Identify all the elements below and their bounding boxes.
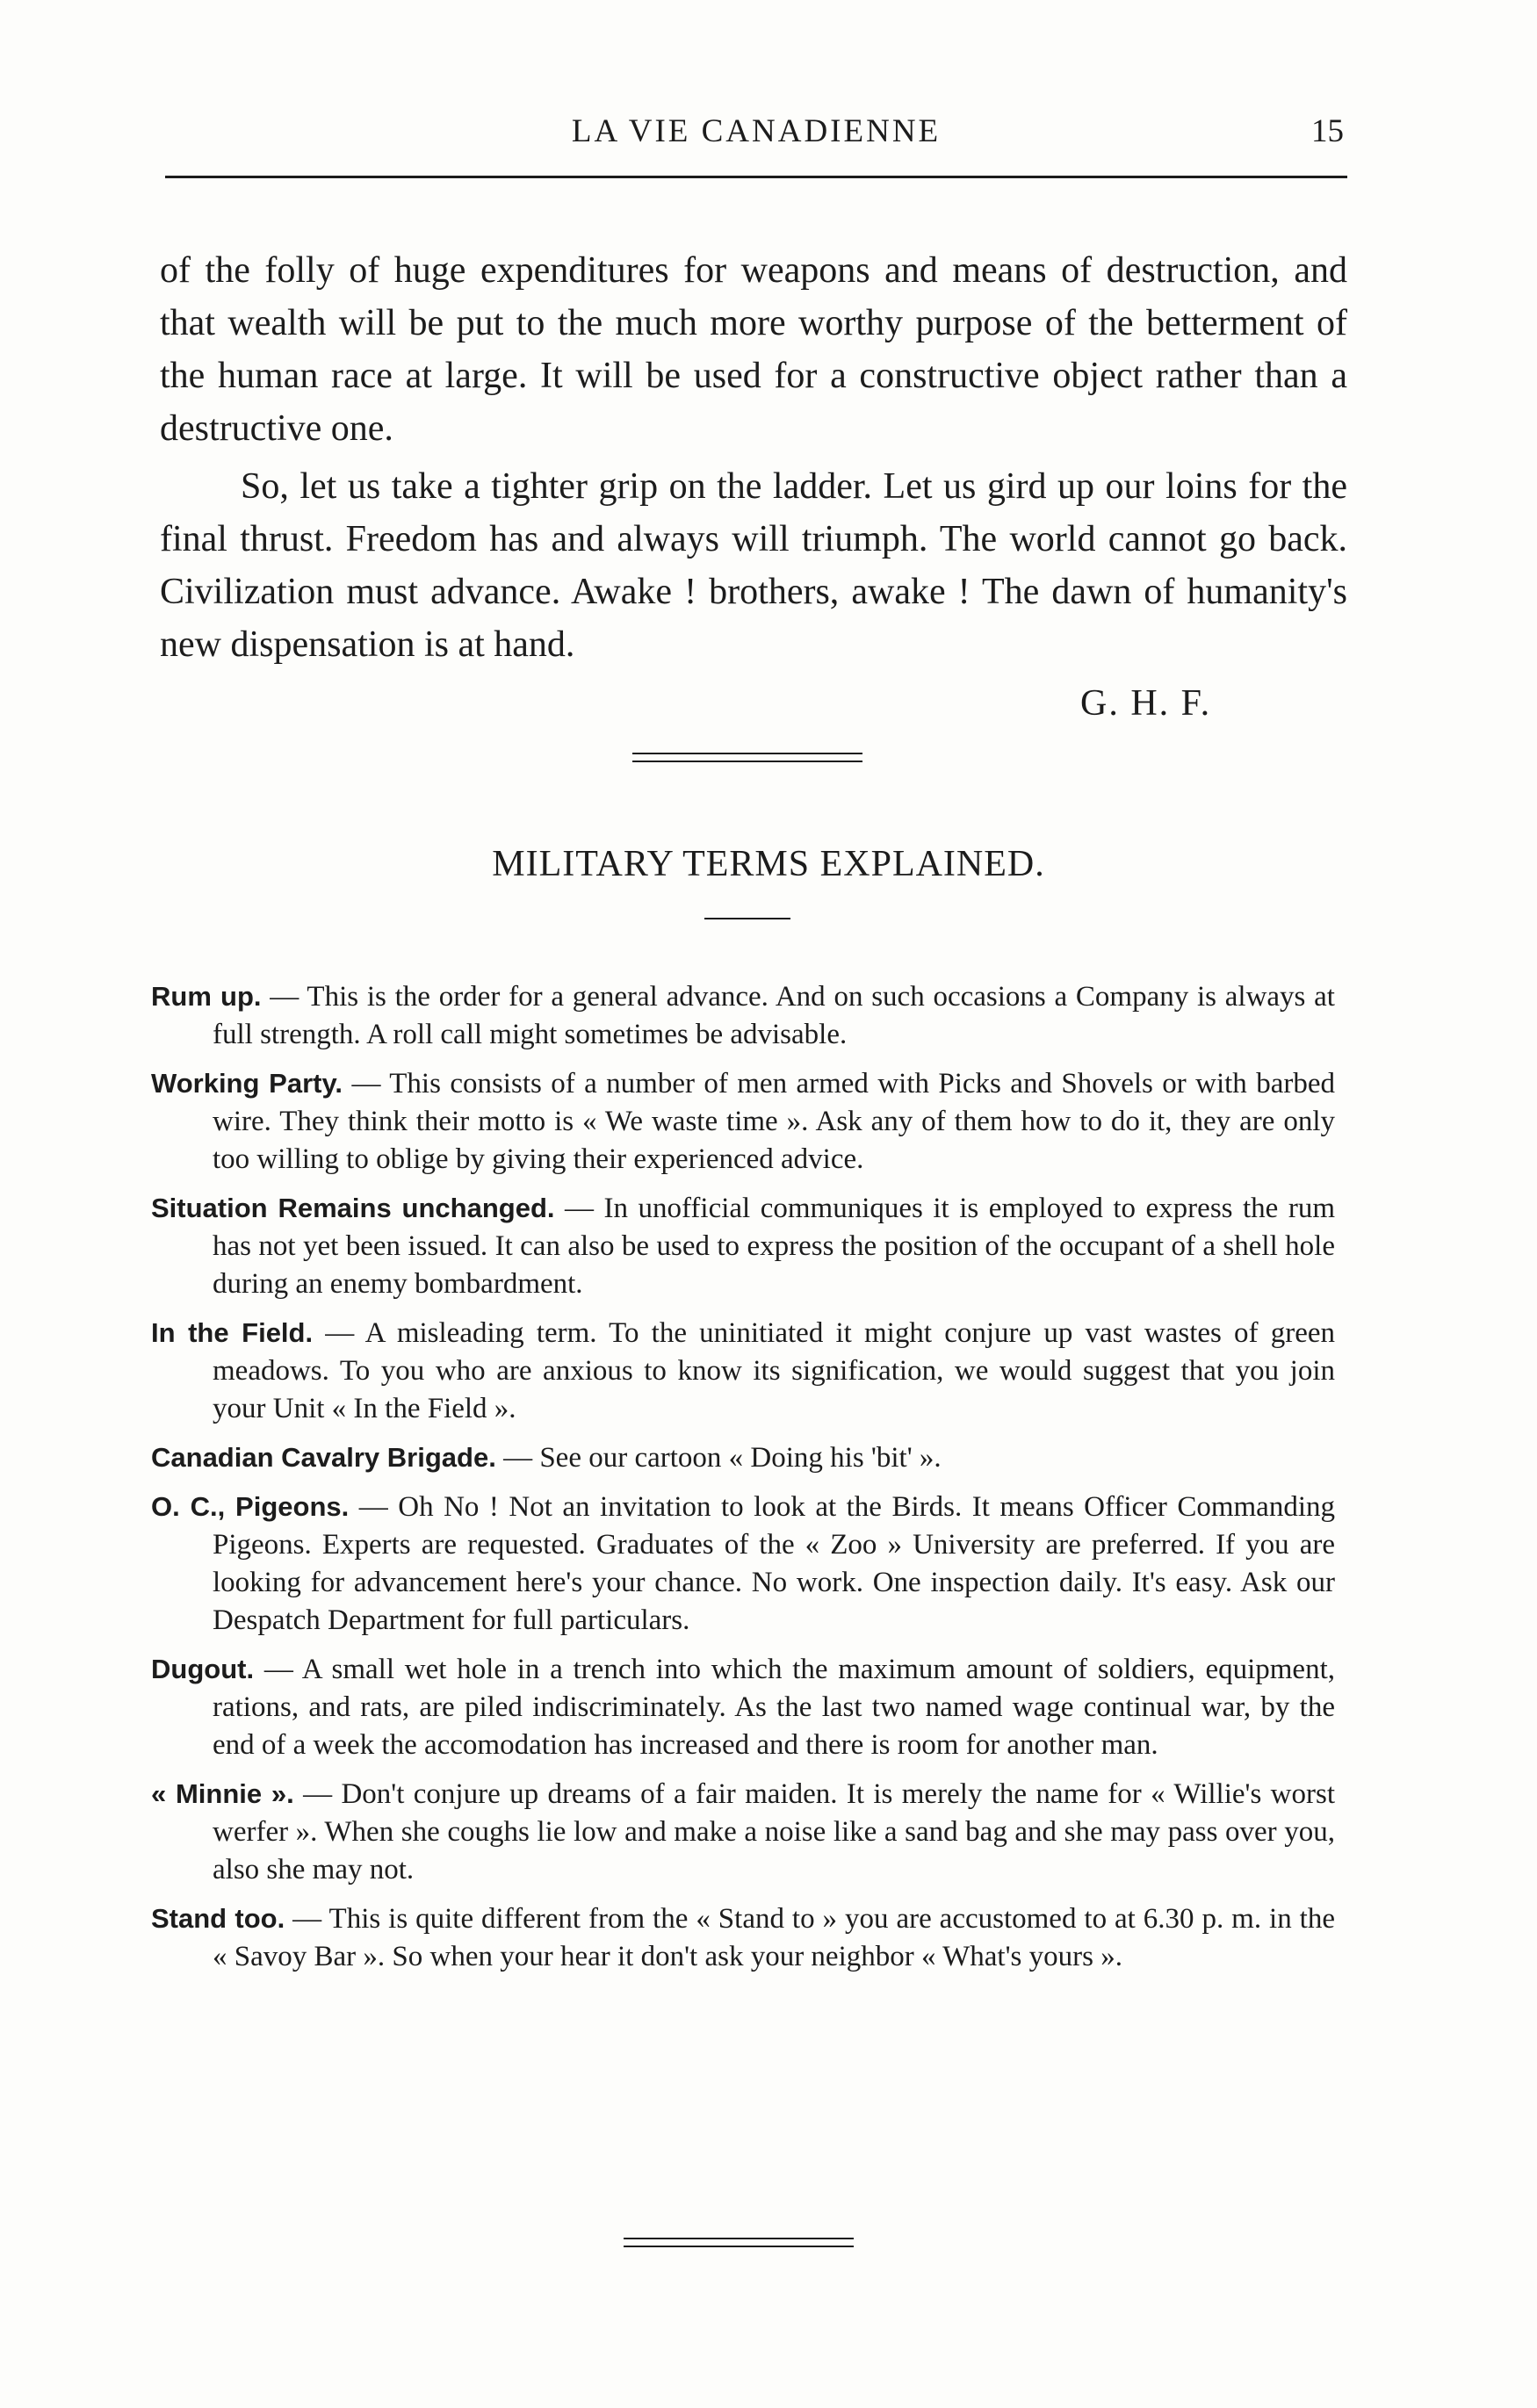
term-entry (151, 1488, 1335, 1640)
term-name: Situation Remains unchanged. (151, 1193, 555, 1223)
term-name: « Minnie ». (151, 1778, 294, 1809)
header-rule (165, 176, 1347, 178)
term-entry (151, 1314, 1335, 1428)
term-definition: — This consists of a number of men armed with Picks and Shovels or with barbed wire. They think their motto is « We waste time ». Ask any of them how to do it, they are only too willing to oblige by giving their experienced advice. (213, 1068, 1335, 1175)
page-header (167, 112, 1346, 156)
term-entry (151, 1438, 1335, 1477)
page-number: 15 (1311, 113, 1344, 149)
running-title: LA VIE CANADIENNE (571, 113, 942, 149)
section-divider (632, 753, 862, 762)
term-entry (151, 1900, 1335, 1976)
signature: G. H. F. (1080, 683, 1212, 724)
term-name: In the Field. (151, 1317, 314, 1348)
terms-list (151, 977, 1335, 1986)
closing-divider (624, 2238, 854, 2247)
term-definition: — A misleading term. To the uninitiated it might conjure up vast wastes of green meadows. To you who are anxious to know its signification, we would suggest that you join your Unit « In the Field ». (213, 1317, 1335, 1424)
term-definition: — This is quite different from the « Stand to » you are accustomed to at 6.30 p. m. in the « Savoy Bar ». So when your hear it don't ask your neighbor « What's yours ». (213, 1903, 1335, 1972)
term-name: Rum up. (151, 981, 262, 1012)
term-definition: — Oh No ! Not an invitation to look at the Birds. It means Officer Commanding Pigeons. Experts are requested. Graduates of the « Zoo » University are preferred. If you are looking for advancement here's your chance. No work. One inspection daily. It's easy. Ask our Despatch Department for full particulars. (213, 1491, 1335, 1636)
term-name: Canadian Cavalry Brigade. (151, 1442, 496, 1473)
term-name: Dugout. (151, 1654, 255, 1684)
term-name: Working Party. (151, 1068, 343, 1099)
term-entry (151, 1650, 1335, 1764)
essay-paragraph: So, let us take a tighter grip on the ladder. Let us gird up our loins for the final thrust. Freedom has and always will triumph. The world cannot go back. Civilization must advance. Awake ! brothers, awake ! The dawn of humanity's new dispensation is at hand. (160, 466, 1347, 665)
term-definition: — See our cartoon « Doing his 'bit' ». (495, 1442, 942, 1474)
term-entry (151, 1775, 1335, 1889)
term-definition: — This is the order for a general advance. And on such occasions a Company is always at full strength. A roll call might sometimes be advisable. (213, 981, 1335, 1050)
title-underline (704, 918, 790, 919)
term-entry (151, 1189, 1335, 1303)
essay-paragraph: of the folly of huge expenditures for weapons and means of destruction, and that wealth will be put to the much more worthy purpose of the betterment of the human race at large. It will be used for a constructive object rather than a destructive one. (160, 250, 1347, 449)
term-entry (151, 977, 1335, 1054)
term-entry (151, 1064, 1335, 1179)
term-name: Stand too. (151, 1903, 285, 1934)
term-definition: — A small wet hole in a trench into which the maximum amount of soldiers, equipment, rations, and rats, are piled indiscriminately. As the last two named wage continual war, by the end of a week the accomodation has increased and there is room for another man. (213, 1654, 1335, 1761)
section-title: MILITARY TERMS EXPLAINED. (492, 844, 1045, 884)
essay-body (160, 244, 1347, 676)
term-definition: — In unofficial communiques it is employed to express the rum has not yet been issued. It can also be used to express the position of the occupant of a shell hole during an enemy bombardment. (213, 1193, 1335, 1300)
term-definition: — Don't conjure up dreams of a fair maiden. It is merely the name for « Willie's worst werfer ». When she coughs lie low and make a noise like a sand bag and she may pass over you, also she may not. (213, 1778, 1336, 1885)
term-name: O. C., Pigeons. (151, 1491, 350, 1522)
